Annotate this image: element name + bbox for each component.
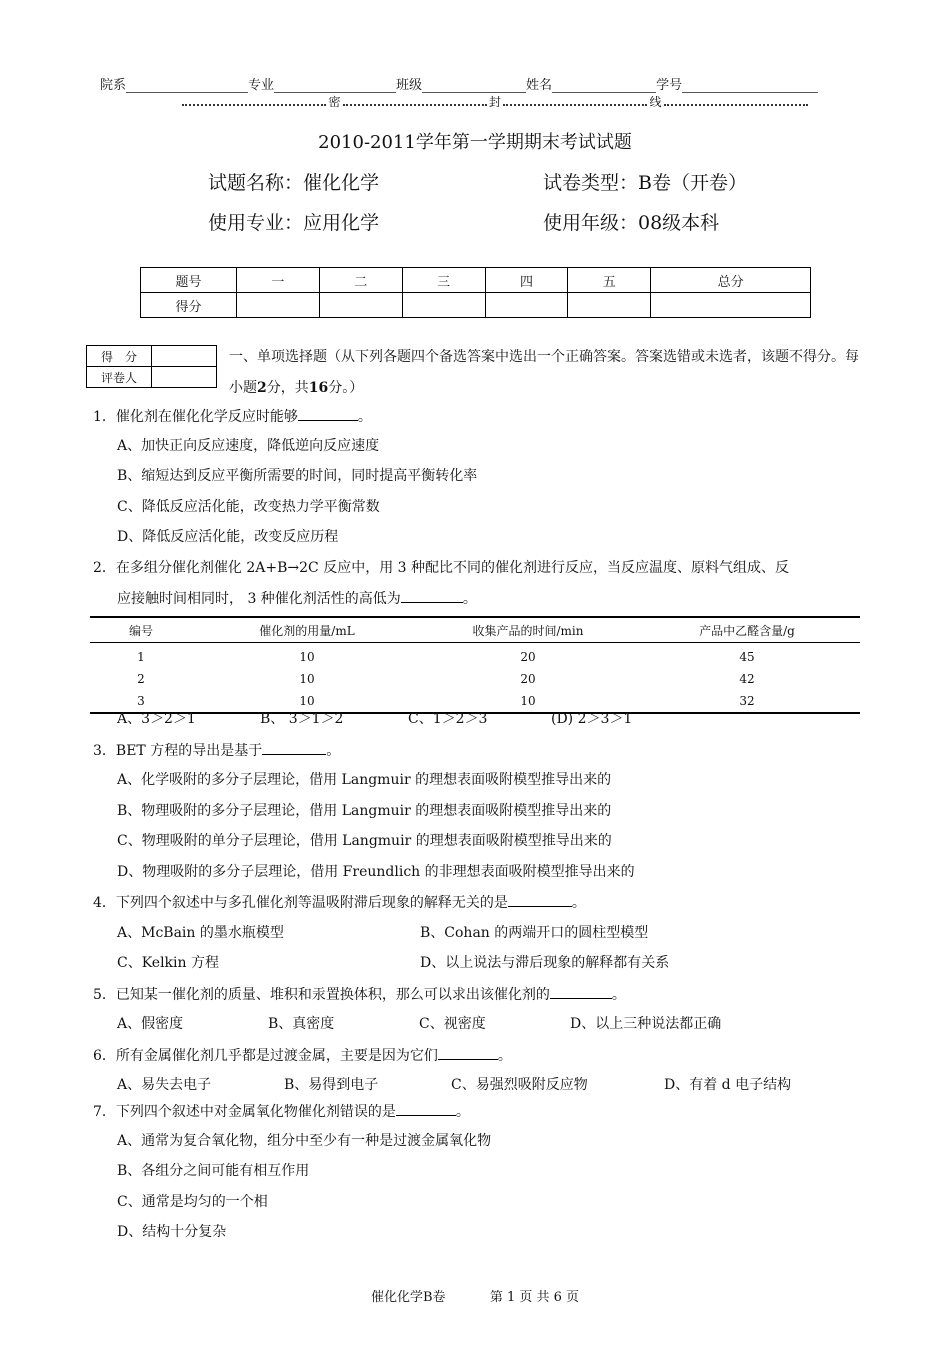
grader-score-label: 得 分 bbox=[87, 346, 152, 367]
section1-intro: 一、单项选择题（从下列各题四个备选答案中选出一个正确答案。答案选错或未选者，该题不得分。每小题2分，共16分。） bbox=[229, 349, 859, 396]
page-footer bbox=[0, 1286, 950, 1305]
q7-option-a: A、通常为复合氧化物，组分中至少有一种是过渡金属氧化物 bbox=[117, 1133, 492, 1149]
answer-blank[interactable] bbox=[262, 740, 326, 755]
name-label: 姓名 bbox=[526, 78, 553, 93]
score-header-cell: 五 bbox=[568, 268, 651, 293]
table-cell: 2 bbox=[137, 672, 145, 686]
student-id-field[interactable] bbox=[682, 79, 818, 93]
q6-option-b: B、易得到电子 bbox=[284, 1077, 379, 1093]
question-2-line1: 2．在多组分催化剂催化 2A+B→2C 反应中，用 3 种配比不同的催化剂进行反应，当反应温度、原料气组成、反 bbox=[93, 560, 789, 576]
q7-option-c: C、通常是均匀的一个相 bbox=[117, 1194, 268, 1210]
exam-title: 2010-2011学年第一学期期末考试试题 bbox=[318, 132, 632, 153]
q4-option-b: B、Cohan 的两端开口的圆柱型模型 bbox=[420, 925, 649, 941]
score-cell[interactable] bbox=[237, 293, 320, 318]
points-total: 16 bbox=[308, 380, 329, 396]
grader-score-cell[interactable] bbox=[152, 346, 217, 367]
score-header-cell: 总分 bbox=[651, 268, 811, 293]
score-header-cell: 一 bbox=[237, 268, 320, 293]
answer-blank[interactable] bbox=[401, 588, 463, 603]
score-table-row bbox=[141, 268, 811, 293]
score-cell[interactable] bbox=[568, 293, 651, 318]
table-cell: 20 bbox=[520, 672, 536, 686]
exam-major: 使用专业：应用化学 bbox=[208, 212, 380, 234]
grader-name-cell[interactable] bbox=[152, 367, 217, 388]
page-number: 第 1 页 共 6 页 bbox=[489, 1290, 580, 1305]
score-cell[interactable] bbox=[319, 293, 402, 318]
q2-option-c: C、1＞2＞3 bbox=[408, 711, 488, 727]
question-3: 3．BET 方程的导出是基于 。 bbox=[93, 740, 340, 761]
seal-char-mi: 密 bbox=[328, 95, 341, 109]
answer-blank[interactable] bbox=[396, 1101, 456, 1116]
answer-blank[interactable] bbox=[550, 984, 612, 999]
question-1: 1．催化剂在催化化学反应时能够 。 bbox=[93, 406, 372, 427]
q1-option-d: D、降低反应活化能，改变反应历程 bbox=[117, 529, 339, 545]
q4-option-a: A、McBain 的墨水瓶模型 bbox=[117, 925, 284, 941]
q3-option-a: A、化学吸附的多分子层理论，借用 Langmuir 的理想表面吸附模型推导出来的 bbox=[117, 772, 612, 788]
question-7: 7．下列四个叙述中对金属氧化物催化剂错误的是 。 bbox=[93, 1101, 470, 1122]
q6-option-a: A、易失去电子 bbox=[117, 1077, 212, 1093]
answer-blank[interactable] bbox=[508, 892, 572, 907]
q2-option-b: B、 3＞1＞2 bbox=[260, 711, 344, 727]
score-table bbox=[140, 267, 811, 318]
answer-blank[interactable] bbox=[298, 406, 358, 421]
table-cell: 32 bbox=[739, 694, 755, 708]
column-header: 收集产品的时间/min bbox=[422, 617, 634, 643]
class-label: 班级 bbox=[396, 78, 423, 93]
table-cell: 10 bbox=[299, 650, 315, 664]
table-cell: 45 bbox=[739, 650, 755, 664]
seal-dots bbox=[503, 98, 647, 106]
score-cell[interactable] bbox=[485, 293, 568, 318]
footer-subject: 催化化学B卷 bbox=[370, 1290, 446, 1305]
q3-option-b: B、物理吸附的多分子层理论，借用 Langmuir 的理想表面吸附模型推导出来的 bbox=[117, 803, 612, 819]
exam-name: 试题名称：催化化学 bbox=[208, 172, 380, 194]
question-2-line2: 应接触时间相同时， 3 种催化剂活性的高低为 。 bbox=[117, 588, 477, 609]
grader-name-label: 评卷人 bbox=[87, 367, 152, 388]
seal-dots bbox=[664, 98, 808, 106]
table-cell: 10 bbox=[520, 694, 536, 708]
q5-option-a: A、假密度 bbox=[117, 1016, 184, 1032]
name-field[interactable] bbox=[552, 79, 656, 93]
q7-option-b: B、各组分之间可能有相互作用 bbox=[117, 1163, 310, 1179]
q3-option-c: C、物理吸附的单分子层理论，借用 Langmuir 的理想表面吸附模型推导出来的 bbox=[117, 833, 612, 849]
table-row bbox=[90, 668, 860, 690]
seal-dots bbox=[182, 98, 326, 106]
column-header: 编号 bbox=[90, 617, 192, 643]
score-header-cell: 二 bbox=[319, 268, 402, 293]
table-cell: 1 bbox=[137, 650, 145, 664]
seal-char-feng: 封 bbox=[488, 95, 501, 109]
question-6: 6．所有金属催化剂几乎都是过渡金属，主要是因为它们 。 bbox=[93, 1045, 512, 1066]
table-cell: 42 bbox=[739, 672, 755, 686]
score-header-cell: 三 bbox=[402, 268, 485, 293]
score-table-row bbox=[141, 293, 811, 318]
seal-char-xian: 线 bbox=[649, 95, 662, 109]
question-4: 4．下列四个叙述中与多孔催化剂等温吸附滞后现象的解释无关的是 。 bbox=[93, 892, 586, 913]
table-row bbox=[90, 643, 860, 669]
student-info-line bbox=[100, 74, 818, 93]
q5-option-d: D、以上三种说法都正确 bbox=[570, 1016, 722, 1032]
q2-option-a: A、3＞2＞1 bbox=[117, 711, 196, 727]
student-id-label: 学号 bbox=[656, 78, 683, 93]
seal-line bbox=[180, 93, 810, 110]
score-cell[interactable] bbox=[651, 293, 811, 318]
column-header: 催化剂的用量/mL bbox=[192, 617, 422, 643]
q1-option-b: B、缩短达到反应平衡所需要的时间，同时提高平衡转化率 bbox=[117, 468, 478, 484]
column-header: 产品中乙醛含量/g bbox=[634, 617, 860, 643]
q3-option-d: D、物理吸附的多分子层理论，借用 Freundlich 的非理想表面吸附模型推导出来的 bbox=[117, 864, 635, 880]
table-header-row bbox=[90, 617, 860, 643]
seal-dots bbox=[343, 98, 487, 106]
table-cell: 3 bbox=[137, 694, 145, 708]
q2-option-d: (D) 2＞3＞1 bbox=[551, 711, 633, 727]
q6-option-c: C、易强烈吸附反应物 bbox=[451, 1077, 588, 1093]
catalyst-data-table bbox=[90, 616, 860, 714]
q4-option-d: D、以上说法与滞后现象的解释都有关系 bbox=[420, 955, 670, 971]
q7-option-d: D、结构十分复杂 bbox=[117, 1224, 227, 1240]
table-cell: 20 bbox=[520, 650, 536, 664]
exam-type: 试卷类型：B卷（开卷） bbox=[543, 172, 747, 194]
score-header-cell: 题号 bbox=[141, 268, 237, 293]
table-cell: 10 bbox=[299, 694, 315, 708]
grader-box bbox=[86, 345, 217, 388]
score-cell[interactable] bbox=[402, 293, 485, 318]
major-field[interactable] bbox=[274, 79, 396, 93]
question-5: 5．已知某一催化剂的质量、堆积和汞置换体积，那么可以求出该催化剂的 。 bbox=[93, 984, 626, 1005]
q5-option-c: C、视密度 bbox=[419, 1016, 486, 1032]
exam-grade: 使用年级：08级本科 bbox=[543, 212, 720, 234]
q6-option-d: D、有着 d 电子结构 bbox=[664, 1077, 792, 1093]
department-label: 院系 bbox=[100, 78, 127, 93]
table-cell: 10 bbox=[299, 672, 315, 686]
score-header-cell: 四 bbox=[485, 268, 568, 293]
q4-option-c: C、Kelkin 方程 bbox=[117, 955, 219, 971]
answer-blank[interactable] bbox=[438, 1045, 498, 1060]
class-field[interactable] bbox=[422, 79, 526, 93]
q1-option-a: A、加快正向反应速度，降低逆向反应速度 bbox=[117, 438, 380, 454]
major-label: 专业 bbox=[248, 78, 275, 93]
points-each: 2 bbox=[257, 380, 267, 396]
department-field[interactable] bbox=[126, 79, 248, 93]
score-row-label: 得分 bbox=[141, 293, 237, 318]
q1-option-c: C、降低反应活化能，改变热力学平衡常数 bbox=[117, 499, 380, 515]
q5-option-b: B、真密度 bbox=[268, 1016, 335, 1032]
